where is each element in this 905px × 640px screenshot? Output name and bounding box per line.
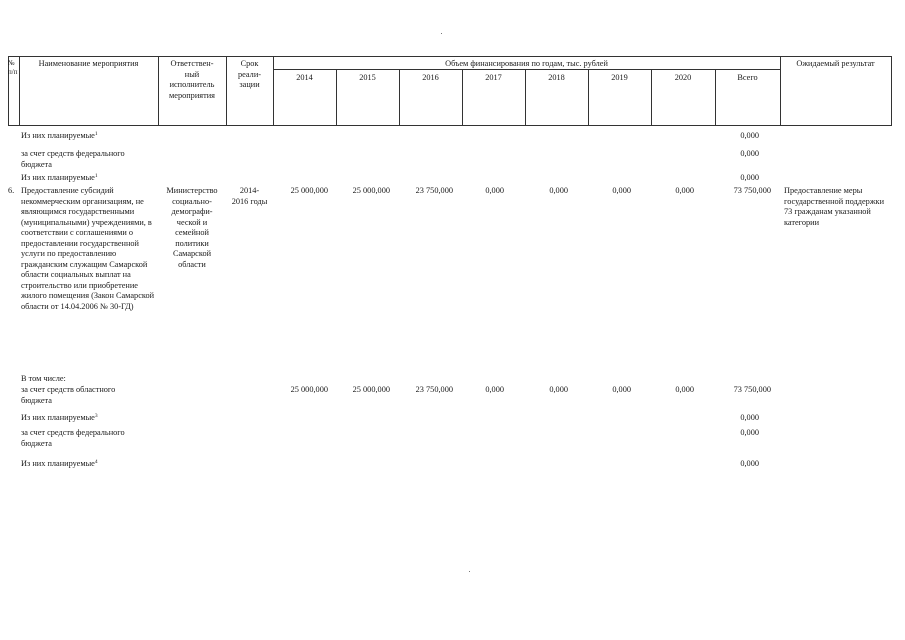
row-total: 0,000 — [740, 131, 759, 140]
value-cell: 0,000 — [675, 186, 694, 195]
row-label: за счет средств областного бюджета — [21, 385, 116, 405]
value-cell: 0,000 — [549, 186, 568, 195]
value-cell: 0,000 — [612, 385, 631, 394]
item-result: Предоставление меры государственной поддержки 73 гражданам указанной категории — [784, 186, 885, 227]
value-total: 73 750,000 — [733, 385, 771, 394]
row-label: Из них планируемые$^3$ — [21, 413, 98, 422]
row-total: 0,000 — [740, 149, 759, 158]
value-cell: 25 000,000 — [352, 186, 390, 195]
scan-mark — [441, 33, 442, 34]
value-cell: 23 750,000 — [415, 385, 453, 394]
row-total: 0,000 — [740, 173, 759, 182]
row-total: 0,000 — [740, 459, 759, 468]
row-label: Из них планируемые$^1$ — [21, 131, 98, 140]
value-cell: 25 000,000 — [352, 385, 390, 394]
row-label: Из них планируемые$^1$ — [21, 173, 98, 182]
row-label: Из них планируемые$^4$ — [21, 459, 98, 468]
total-header: Всего — [737, 73, 758, 82]
item-number: 6. — [8, 186, 15, 195]
value-cell: 0,000 — [485, 385, 504, 394]
item-responsible: Министерство социально- демографи- ческой и семейной политики Самарской области — [166, 186, 218, 269]
value-cell: 25 000,000 — [290, 186, 328, 195]
year-header: 2014 — [296, 73, 313, 82]
row-total: 0,000 — [740, 428, 759, 437]
scan-mark — [469, 571, 470, 572]
row-total: 0,000 — [740, 413, 759, 422]
col-num-header: № п/п — [8, 59, 18, 76]
col-responsible-header: Ответствен- ный исполнитель мероприятия — [169, 59, 215, 100]
year-header: 2016 — [422, 73, 439, 82]
value-cell: 0,000 — [549, 385, 568, 394]
value-cell: 0,000 — [612, 186, 631, 195]
value-total: 73 750,000 — [733, 186, 771, 195]
year-header: 2019 — [611, 73, 628, 82]
col-name-header: Наименование мероприятия — [38, 59, 139, 68]
row-label: за счет средств федерального бюджета — [21, 428, 125, 448]
value-cell: 25 000,000 — [290, 385, 328, 394]
row-label: за счет средств федерального бюджета — [21, 149, 125, 169]
col-finance-header: Объем финансирования по годам, тыс. рублей — [445, 59, 608, 68]
year-header: 2017 — [485, 73, 502, 82]
item-term: 2014- 2016 годы — [231, 186, 268, 206]
col-term-header: Срок реали- зации — [237, 59, 262, 89]
year-header: 2020 — [674, 73, 692, 82]
including-label: В том числе: — [21, 374, 66, 383]
item-name: Предоставление субсидий некоммерческим организациям, не являющимся государственными (муниципальными) учреждениями, в соответствии с соглашениями о предоставлении государственной услуги по предоставлению гражданским служащим Самарской области социальных выплат на строительство или приобретение жилого помещения (Закон Самарской области от 14.04.2006 № 30-ГД) — [21, 186, 155, 311]
value-cell: 0,000 — [485, 186, 504, 195]
year-header: 2018 — [548, 73, 565, 82]
value-cell: 0,000 — [675, 385, 694, 394]
value-cell: 23 750,000 — [415, 186, 453, 195]
year-header: 2015 — [359, 73, 376, 82]
col-result-header: Ожидаемый результат — [796, 59, 875, 68]
